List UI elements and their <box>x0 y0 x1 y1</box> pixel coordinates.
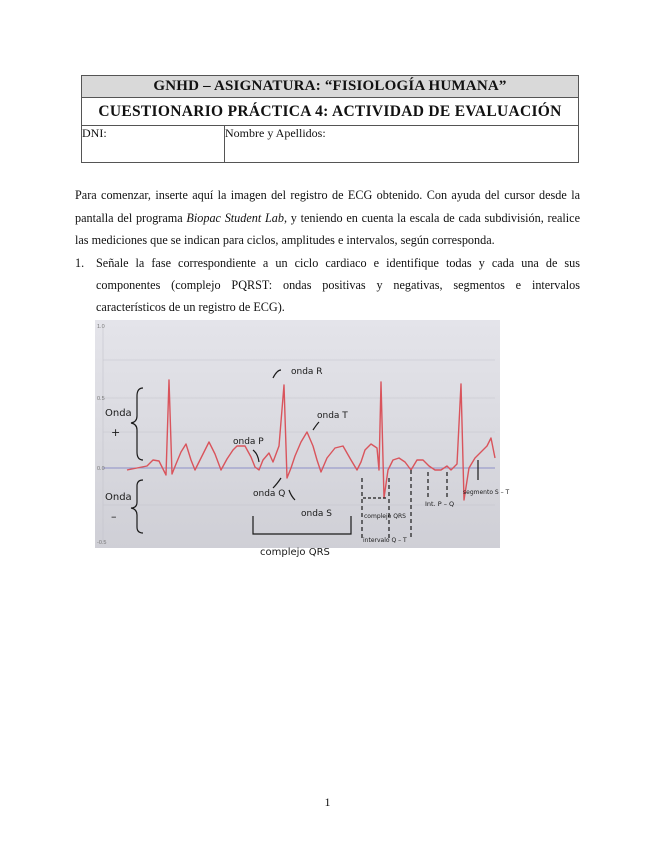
label-int-pq: Int. P – Q <box>425 500 455 508</box>
axis-ticks <box>97 324 106 546</box>
tick-3: 0.0 <box>97 466 105 472</box>
label-onda-t: onda T <box>317 411 348 421</box>
label-complejo-qrs-large: complejo QRS <box>260 547 330 558</box>
arrow-onda-t <box>313 422 319 430</box>
label-onda-p: onda P <box>233 437 264 447</box>
arrow-onda-s <box>289 490 295 500</box>
label-onda-r: onda R <box>291 367 323 377</box>
label-onda-minus: Onda <box>105 492 132 503</box>
question-1-text: Señale la fase correspondiente a un ciclo cardiaco e identifique todas y cada una de sus componentes (complejo PQRST: ondas positivas y negativas, segmentos e intervalos característicos de un registro de ECG). <box>96 256 580 314</box>
name-field[interactable] <box>225 126 579 163</box>
arrow-onda-q <box>273 478 281 488</box>
questionnaire-title: CUESTIONARIO PRÁCTICA 4: ACTIVIDAD DE EVALUACIÓN <box>82 98 579 126</box>
arrow-onda-r <box>273 370 281 378</box>
label-complejo-qrs-small: complejo QRS <box>364 513 406 520</box>
label-minus-sign: – <box>111 510 117 523</box>
complejo-qrs-label-outside <box>240 535 400 575</box>
bracket-onda-negativa <box>131 480 143 533</box>
tick-2: 0.5 <box>97 396 105 402</box>
dni-label: DNI: <box>82 126 107 140</box>
ecg-annotated-photo <box>95 320 510 548</box>
arrow-onda-p <box>253 450 259 462</box>
label-segmento-st: segmento S – T <box>463 489 510 496</box>
intro-text-after: , y teniendo en cuenta la escala de cada subdivisión, realice las mediciones que se indican para ciclos, amplitudes e intervalos, según corresponda. <box>75 210 580 247</box>
tick-1: 1.0 <box>97 324 105 330</box>
header-table <box>81 75 579 163</box>
name-label: Nombre y Apellidos: <box>225 126 326 140</box>
label-plus-sign: + <box>111 426 121 439</box>
ecg-chart-svg <box>95 320 510 548</box>
page-number: 1 <box>324 795 331 809</box>
bracket-onda-positiva <box>131 388 143 460</box>
dni-field[interactable] <box>82 126 225 163</box>
course-title: GNHD – ASIGNATURA: “FISIOLOGÍA HUMANA” <box>82 76 579 98</box>
annotation-labels <box>105 367 510 544</box>
question-1 <box>75 252 580 318</box>
program-name: Biopac Student Lab <box>186 210 284 225</box>
label-intervalo-qt: intervalo Q – T <box>363 537 407 544</box>
dashed-lines-pq <box>428 472 447 498</box>
tick-4: -0.5 <box>97 540 107 546</box>
ecg-grid <box>103 328 495 542</box>
intro-paragraph <box>75 184 580 252</box>
question-1-number: 1. <box>75 256 85 270</box>
label-onda-s: onda S <box>301 509 333 519</box>
intro-text-before: Para comenzar, inserte aquí la imagen del registro de ECG obtenido. Con ayuda del cursor desde la pantalla del programa <box>75 188 580 225</box>
label-onda-q: onda Q <box>253 489 286 499</box>
label-onda-plus: Onda <box>105 408 132 419</box>
